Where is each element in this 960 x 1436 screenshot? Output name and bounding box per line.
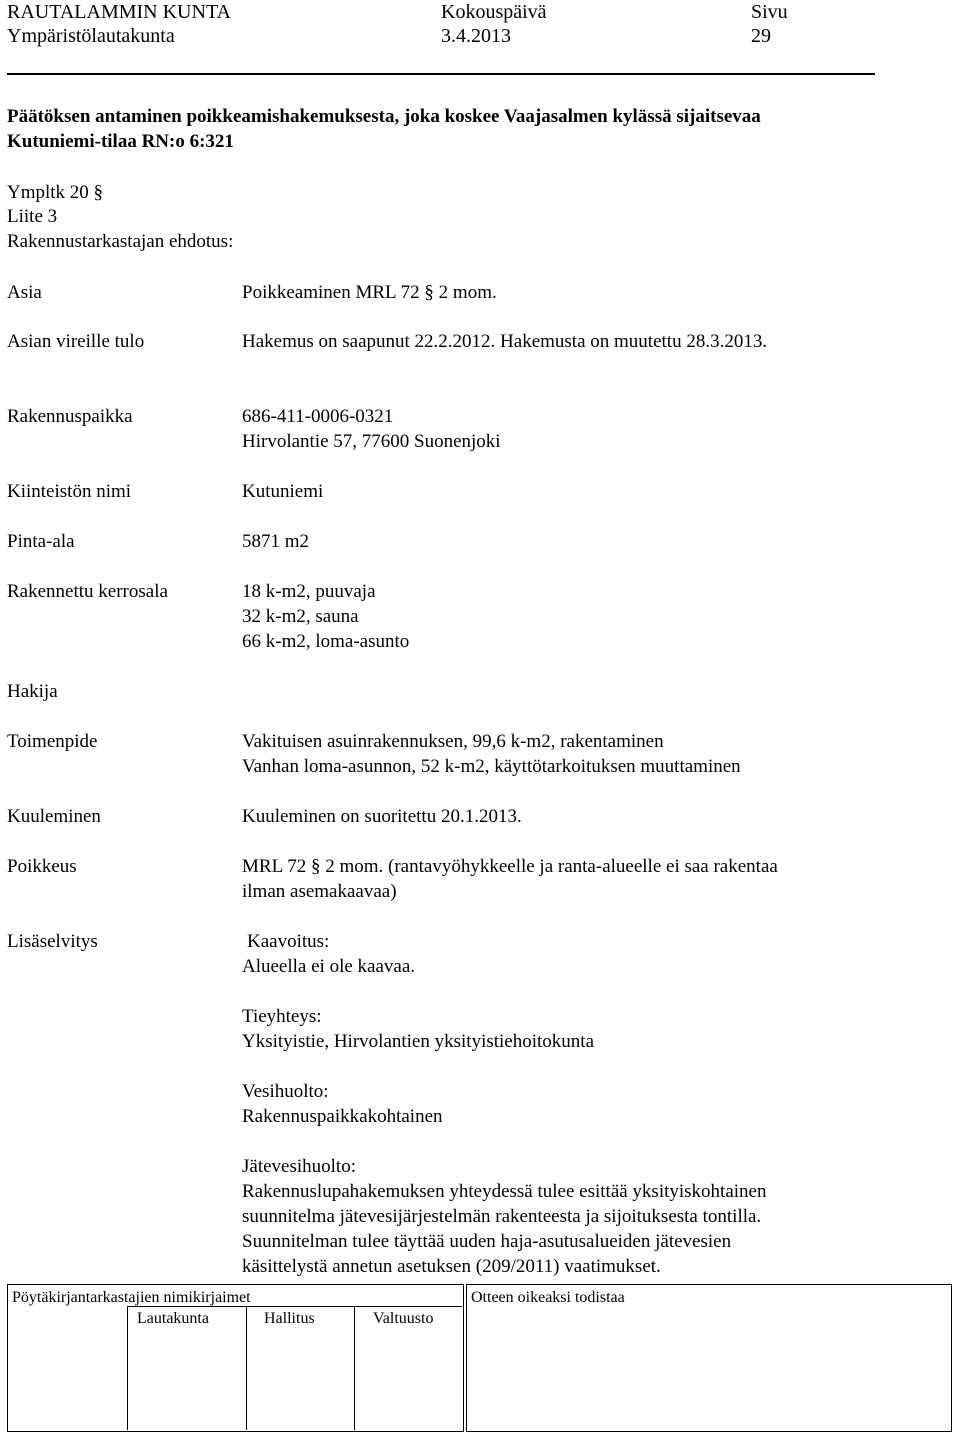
jatevesi-line-4: käsittelystä annetun asetuksen (209/2011) vaatimukset. [242, 1256, 661, 1277]
vesihuolto-heading: Vesihuolto: [242, 1081, 329, 1102]
asia-label: Asia [7, 282, 42, 303]
decision-title-line-1: Päätöksen antaminen poikkeamishakemuksesta, joka koskee Vaajasalmen kylässä sijaitsevaa [7, 106, 761, 127]
initials-col-hallitus: Hallitus [264, 1310, 315, 1327]
decision-title-line-2: Kutuniemi-tilaa RN:o 6:321 [7, 131, 234, 152]
meeting-date-label: Kokouspäivä [441, 1, 547, 23]
initials-divider-1 [127, 1306, 128, 1430]
initials-title: Pöytäkirjantarkastajien nimikirjaimet [12, 1289, 251, 1306]
property-id: 686-411-0006-0321 [242, 406, 394, 427]
jatevesi-line-3: Suunnitelman tulee täyttää uuden haja-asutusalueiden jätevesien [242, 1231, 732, 1252]
header-divider [7, 73, 875, 75]
initials-col-lautakunta: Lautakunta [137, 1310, 209, 1327]
toimenpide-value-1: Vakituisen asuinrakennuksen, 99,6 k-m2, rakentaminen [242, 731, 664, 752]
page-number: 29 [751, 25, 771, 47]
board-name: Ympäristölautakunta [7, 25, 175, 47]
kaavoitus-heading: Kaavoitus: [247, 931, 330, 952]
property-address: Hirvolantie 57, 77600 Suonenjoki [242, 431, 501, 452]
pinta-ala-label: Pinta-ala [7, 531, 75, 552]
toimenpide-label: Toimenpide [7, 731, 98, 752]
tieyhteys-heading: Tieyhteys: [242, 1006, 322, 1027]
poikkeus-label: Poikkeus [7, 856, 77, 877]
kerrosala-value-3: 66 k-m2, loma-asunto [242, 631, 410, 652]
kerrosala-label: Rakennettu kerrosala [7, 581, 168, 602]
tieyhteys-text: Yksityistie, Hirvolantien yksityistiehoitokunta [242, 1031, 595, 1052]
vesihuolto-text: Rakennuspaikkakohtainen [242, 1106, 443, 1127]
initials-col-valtuusto: Valtuusto [373, 1310, 434, 1327]
initials-row-divider [127, 1306, 462, 1307]
vireille-label: Asian vireille tulo [7, 331, 145, 352]
jatevesi-line-1: Rakennuslupahakemuksen yhteydessä tulee esittää yksityiskohtainen [242, 1181, 767, 1202]
kaavoitus-text: Alueella ei ole kaavaa. [242, 956, 416, 977]
page-label: Sivu [751, 1, 788, 23]
committee-reference: Ympltk 20 § [7, 182, 104, 203]
certification-title: Otteen oikeaksi todistaa [471, 1289, 625, 1306]
municipality-name: RAUTALAMMIN KUNTA [7, 1, 232, 23]
meeting-date: 3.4.2013 [441, 25, 511, 47]
attachment-reference: Liite 3 [7, 206, 58, 227]
proposal-heading: Rakennustarkastajan ehdotus: [7, 231, 234, 252]
rakennuspaikka-label: Rakennuspaikka [7, 406, 133, 427]
pinta-ala-value: 5871 m2 [242, 531, 310, 552]
jatevesi-line-2: suunnitelma jätevesijärjestelmän rakenteesta ja sijoituksesta tontilla. [242, 1206, 762, 1227]
jatevesi-heading: Jätevesihuolto: [242, 1156, 356, 1177]
kerrosala-value-2: 32 k-m2, sauna [242, 606, 359, 627]
lisaselvitys-label: Lisäselvitys [7, 931, 98, 952]
kiinteisto-value: Kutuniemi [242, 481, 324, 502]
initials-divider-3 [354, 1306, 355, 1430]
initials-divider-2 [246, 1306, 247, 1430]
kuuleminen-label: Kuuleminen [7, 806, 101, 827]
toimenpide-value-2: Vanhan loma-asunnon, 52 k-m2, käyttötarkoituksen muuttaminen [242, 756, 741, 777]
hakija-label: Hakija [7, 681, 58, 702]
vireille-value: Hakemus on saapunut 22.2.2012. Hakemusta on muutettu 28.3.2013. [242, 331, 768, 352]
kiinteisto-label: Kiinteistön nimi [7, 481, 132, 502]
poikkeus-value-1: MRL 72 § 2 mom. (rantavyöhykkeelle ja ranta-alueelle ei saa rakentaa [242, 856, 778, 877]
kerrosala-value-1: 18 k-m2, puuvaja [242, 581, 376, 602]
poikkeus-value-2: ilman asemakaavaa) [242, 881, 397, 902]
kuuleminen-value: Kuuleminen on suoritettu 20.1.2013. [242, 806, 522, 827]
asia-value: Poikkeaminen MRL 72 § 2 mom. [242, 282, 497, 303]
